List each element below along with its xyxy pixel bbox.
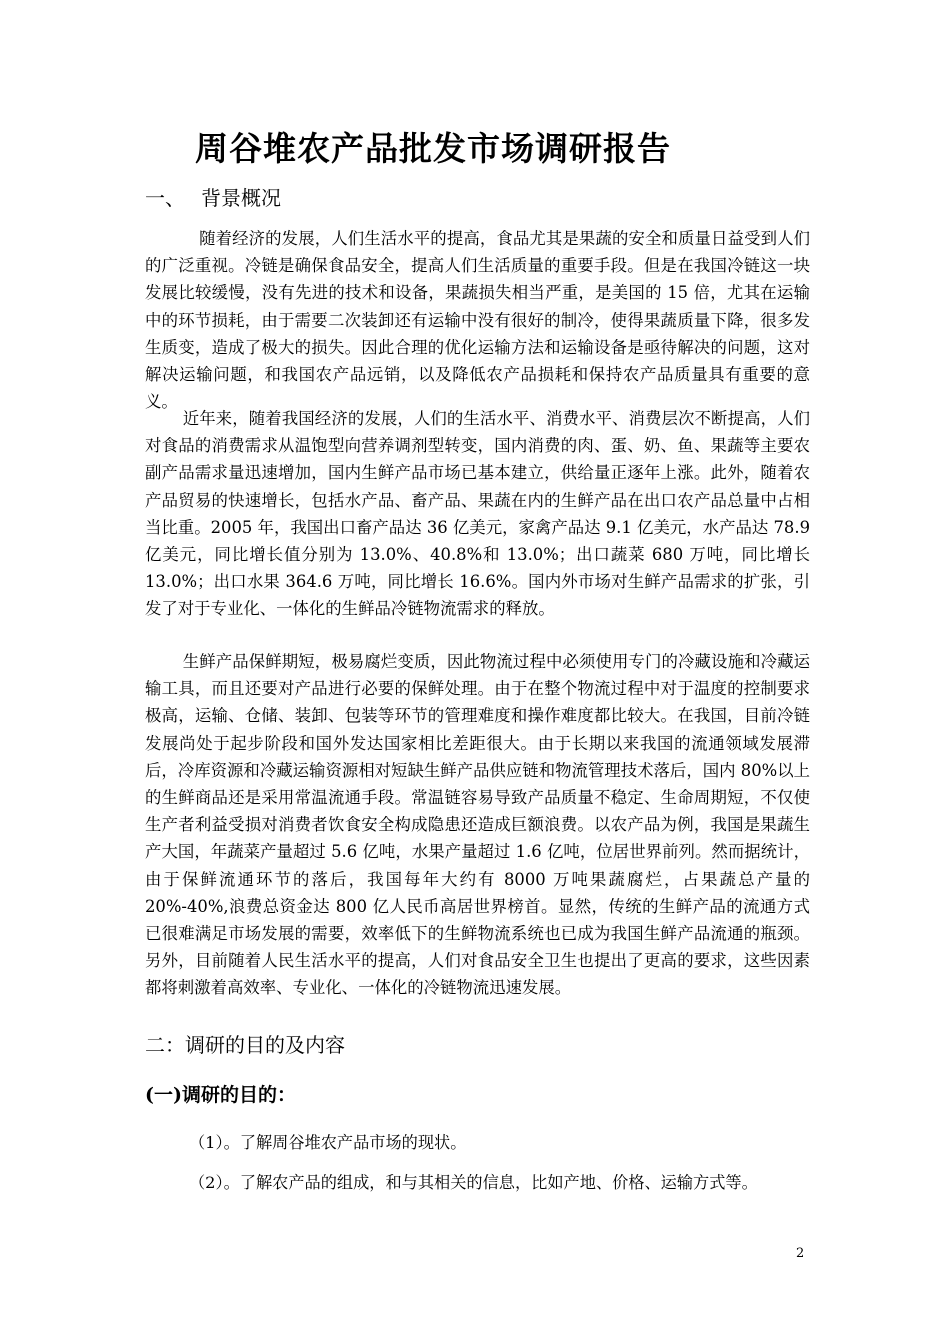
- page-number: 2: [796, 1246, 805, 1261]
- paragraph-background-2: 近年来，随着我国经济的发展，人们的生活水平、消费水平、消费层次不断提高，人们对食品的消费需求从温饱型向营养调剂型转变，国内消费的肉、蛋、奶、鱼、果蔬等主要农副产品需求量迅速增加，国内生鲜产品市场已基本建立，供给量正逐年上涨。此外，随着农产品贸易的快速增长，包括水产品、畜产品、果蔬在内的生鲜产品在出口农产品总量中占相当比重。2005 年，我国出口畜产品达 36 亿美元，家禽产品达 9.1 亿美元，水产品达 78.9 亿美元，同比增长值分别为 13.0%、40.8%和 13.0%；出口蔬菜 680 万吨，同比增长 13.0%；出口水果 364.6 万吨，同比增长 16.6%。国内外市场对生鲜产品需求的扩张，引发了对于专业化、一体化的生鲜品冷链物流需求的释放。: [145, 409, 810, 619]
- section-title: 背景概况: [201, 186, 281, 210]
- section-heading-purpose: 二：调研的目的及内容: [145, 1033, 345, 1057]
- subsection-heading-purpose: (一)调研的目的：: [145, 1084, 296, 1106]
- list-item: （2）。了解农产品的组成，和与其相关的信息，比如产地、价格、运输方式等。: [189, 1173, 758, 1192]
- section-number: 一、: [145, 186, 185, 210]
- section-heading-background: [145, 183, 281, 213]
- list-item: （1）。了解周谷堆农产品市场的现状。: [189, 1133, 467, 1152]
- paragraph-background-1: 随着经济的发展，人们生活水平的提高，食品尤其是果蔬的安全和质量日益受到人们的广泛重视。冷链是确保食品安全，提高人们生活质量的重要手段。但是在我国冷链这一块发展比较缓慢，没有先进的技术和设备，果蔬损失相当严重，是美国的 15 倍，尤其在运输中的环节损耗，由于需要二次装卸还有运输中没有很好的制冷，使得果蔬质量下降，很多发生质变，造成了极大的损失。因此合理的优化运输方法和运输设备是亟待解决的问题，这对解决运输问题，和我国农产品远销，以及降低农产品损耗和保持农产品质量具有重要的意义。: [145, 229, 810, 412]
- page-title: 周谷堆农产品批发市场调研报告: [195, 129, 671, 168]
- paragraph-background-3: 生鲜产品保鲜期短，极易腐烂变质，因此物流过程中必须使用专门的冷藏设施和冷藏运输工具，而且还要对产品进行必要的保鲜处理。由于在整个物流过程中对于温度的控制要求极高，运输、仓储、装卸、包装等环节的管理难度和操作难度都比较大。在我国，目前冷链发展尚处于起步阶段和国外发达国家相比差距很大。由于长期以来我国的流通领域发展滞后，冷库资源和冷藏运输资源相对短缺生鲜产品供应链和物流管理技术落后，国内 80%以上的生鲜商品还是采用常温流通手段。常温链容易导致产品质量不稳定、生命周期短，不仅使生产者利益受损对消费者饮食安全构成隐患还造成巨额浪费。以农产品为例，我国是果蔬生产大国，年蔬菜产量超过 5.6 亿吨，水果产量超过 1.6 亿吨，位居世界前列。然而据统计，由于保鲜流通环节的落后，我国每年大约有 8000 万吨果蔬腐烂，占果蔬总产量的 20%-40%,浪费总资金达 800 亿人民币高居世界榜首。显然，传统的生鲜产品的流通方式已很难满足市场发展的需要，效率低下的生鲜物流系统也已成为我国生鲜产品流通的瓶颈。另外，目前随着人民生活水平的提高，人们对食品安全卫生也提出了更高的要求，这些因素都将刺激着高效率、专业化、一体化的冷链物流迅速发展。: [145, 652, 810, 998]
